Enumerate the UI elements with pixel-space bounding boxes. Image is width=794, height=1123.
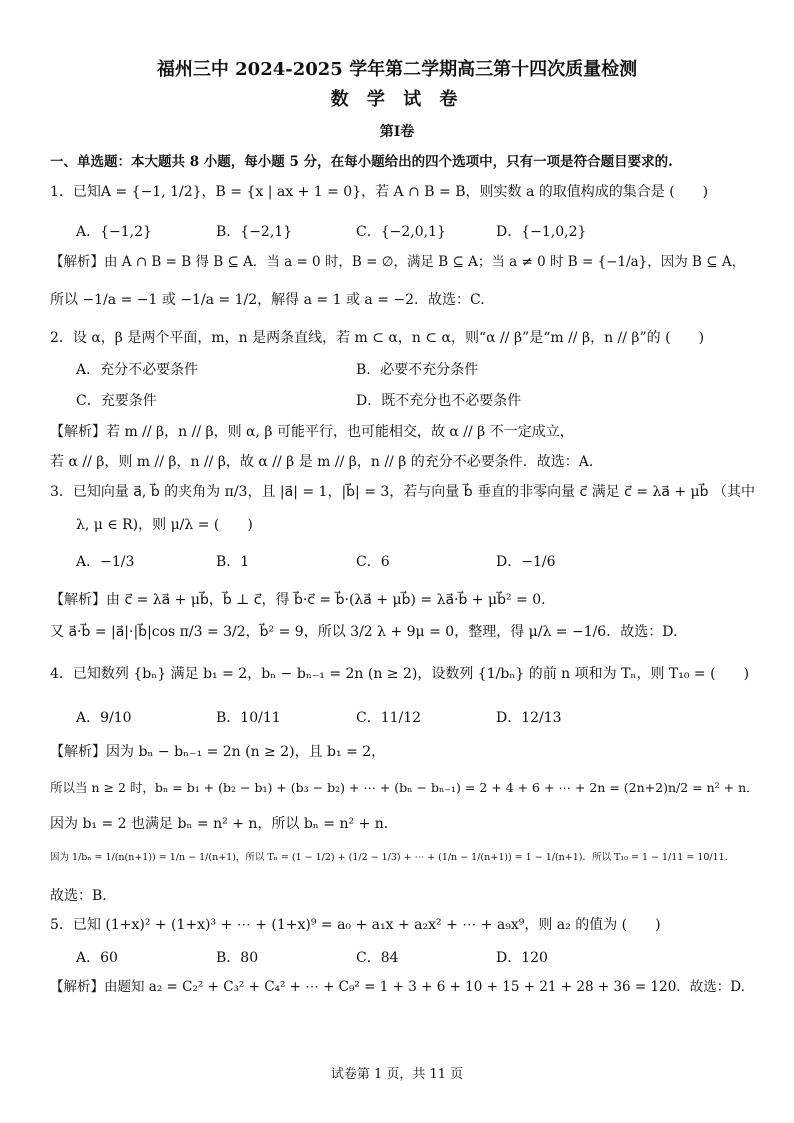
exam-title: 福州三中 2024-2025 学年第二学期高三第十四次质量检测	[156, 59, 638, 80]
q4-analysis-line-3: 因为 b₁ = 2 也满足 bₙ = n² + n，所以 bₙ = n² + n．	[50, 816, 398, 832]
q5-option-d: D．120	[496, 950, 548, 966]
q1-stem: 1．已知A = {−1, 1/2}，B = {x | ax + 1 = 0}，若 A ∩ B = B，则实数 a 的取值构成的集合是 ( )	[50, 184, 709, 200]
volume-label: 第Ⅰ卷	[379, 124, 415, 140]
q4-analysis-line-4: 因为 1/bₙ = 1/(n(n+1)) = 1/n − 1/(n+1)，所以 Tₙ = (1 − 1/2) + (1/2 − 1/3) + ⋯ + (1/n − 1/(n+1)) = 1 − 1/(n+1)．所以 T₁₀ = 1 − 1/11 = 10/11．	[50, 852, 735, 863]
q5-option-c: C．84	[356, 950, 399, 966]
q3-option-a: A．−1/3	[76, 554, 135, 570]
q2-stem: 2．设 α，β 是两个平面，m，n 是两条直线，若 m ⊂ α，n ⊂ α，则“α // β”是“m // β，n // β”的 ( )	[50, 330, 705, 346]
q2-option-d: D．既不充分也不必要条件	[356, 393, 522, 409]
q5-stem: 5．已知 (1+x)² + (1+x)³ + ⋯ + (1+x)⁹ = a₀ + a₁x + a₂x² + ⋯ + a₉x⁹，则 a₂ 的值为 ( )	[50, 917, 661, 933]
q1-analysis-line-2: 所以 −1/a = −1 或 −1/a = 1/2，解得 a = 1 或 a = −2．故选：C.	[50, 292, 485, 308]
q2-option-b: B．必要不充分条件	[356, 362, 479, 378]
q4-option-a: A．9/10	[76, 710, 132, 726]
page-footer: 试卷第 1 页，共 11 页	[330, 1067, 464, 1082]
q4-analysis-line-5: 故选：B.	[50, 888, 107, 904]
q4-option-c: C．11/12	[356, 710, 422, 726]
q5-option-a: A．60	[76, 950, 118, 966]
q4-option-b: B．10/11	[216, 710, 281, 726]
q3-option-b: B．1	[216, 554, 250, 570]
q3-analysis-line-1: 【解析】由 c⃗ = λa⃗ + μb⃗，b⃗ ⊥ c⃗，得 b⃗·c⃗ = b⃗·(λa⃗ + μb⃗) = λa⃗·b⃗ + μb⃗² = 0．	[50, 592, 556, 608]
q5-analysis: 【解析】由题知 a₂ = C₂² + C₃² + C₄² + ⋯ + C₉² = 1 + 3 + 6 + 10 + 15 + 21 + 28 + 36 = 120．故选：D.	[50, 979, 745, 995]
q3-stem-line-1: 3．已知向量 a⃗, b⃗ 的夹角为 π/3，且 |a⃗| = 1，|b⃗| = 3，若与向量 b⃗ 垂直的非零向量 c⃗ 满足 c⃗ = λa⃗ + μb⃗ （其中	[50, 484, 755, 500]
exam-subtitle: 数 学 试 卷	[330, 89, 464, 110]
q4-option-d: D．12/13	[496, 710, 562, 726]
q3-stem-line-2: λ, μ ∈ R)，则 μ/λ = ( )	[76, 517, 253, 533]
q4-analysis-line-2: 所以当 n ≥ 2 时，bₙ = b₁ + (b₂ − b₁) + (b₃ − b₂) + ⋯ + (bₙ − bₙ₋₁) = 2 + 4 + 6 + ⋯ + 2n = (2n+2)n/2 = n² + n．	[50, 780, 759, 795]
q1-option-d: D．{−1,0,2}	[496, 224, 587, 240]
q1-option-a: A．{−1,2}	[76, 224, 152, 240]
q3-option-d: D．−1/6	[496, 554, 556, 570]
q3-option-c: C．6	[356, 554, 390, 570]
q2-analysis-line-1: 【解析】若 m // β，n // β，则 α, β 可能平行，也可能相交，故 α // β 不一定成立，	[50, 424, 574, 440]
section-heading: 一、单选题：本大题共 8 小题，每小题 5 分，在每小题给出的四个选项中，只有一项是符合题目要求的.	[50, 154, 673, 170]
q1-option-c: C．{−2,0,1}	[356, 224, 446, 240]
q4-analysis-line-1: 【解析】因为 bₙ − bₙ₋₁ = 2n (n ≥ 2)，且 b₁ = 2，	[50, 744, 386, 760]
q4-stem: 4．已知数列 {bₙ} 满足 b₁ = 2，bₙ − bₙ₋₁ = 2n (n ≥ 2)，设数列 {1/bₙ} 的前 n 项和为 Tₙ，则 T₁₀ = ( )	[50, 666, 750, 682]
q1-option-b: B．{−2,1}	[216, 224, 293, 240]
q2-option-a: A．充分不必要条件	[76, 362, 199, 378]
q2-option-c: C．充要条件	[76, 393, 157, 409]
q3-analysis-line-2: 又 a⃗·b⃗ = |a⃗|·|b⃗|cos π/3 = 3/2，b⃗² = 9，所以 3/2 λ + 9μ = 0，整理，得 μ/λ = −1/6．故选：D.	[50, 624, 678, 640]
q5-option-b: B．80	[216, 950, 259, 966]
q2-analysis-line-2: 若 α // β，则 m // β，n // β，故 α // β 是 m // β，n // β 的充分不必要条件．故选：A.	[50, 454, 594, 470]
q1-analysis-line-1: 【解析】由 A ∩ B = B 得 B ⊆ A．当 a = 0 时，B = ∅，满足 B ⊆ A；当 a ≠ 0 时 B = {−1/a}，因为 B ⊆ A，	[50, 254, 746, 270]
